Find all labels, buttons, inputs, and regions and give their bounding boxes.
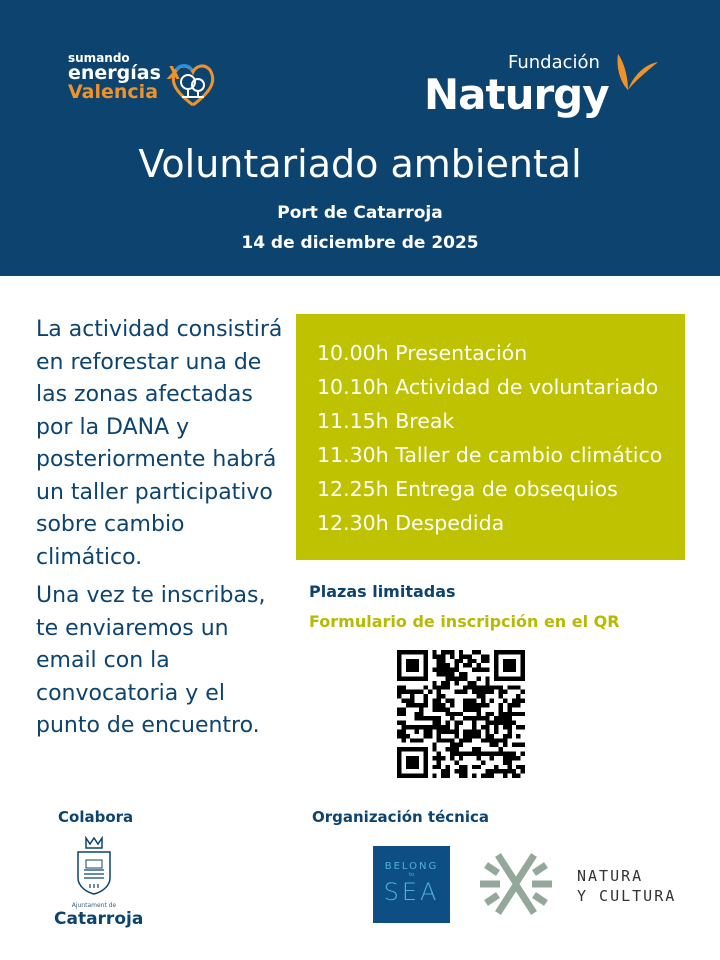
logo-text: sumando — [68, 51, 130, 65]
activity-description — [36, 314, 286, 743]
logo-text: Valencia — [68, 81, 159, 103]
logo-text: BELONG — [384, 861, 439, 872]
natura-y-cultura-icon — [476, 845, 556, 923]
logo-text: to — [408, 872, 415, 878]
sumando-energias-logo — [68, 52, 181, 102]
event-date: 14 de diciembre de 2025 — [241, 233, 479, 253]
logo-text: Naturgy — [424, 70, 609, 119]
description-paragraph: La actividad consistirá en reforestar una de las zonas afectadas por la DANA y posteriormente habrá un taller participativo sobre cambio climático. — [36, 317, 283, 570]
organizacion-label: Organización técnica — [312, 808, 489, 826]
page-title: Voluntariado ambiental — [138, 142, 582, 186]
agenda-box — [296, 314, 685, 560]
logo-text: Ajuntament de — [71, 902, 117, 909]
agenda-label: Actividad de voluntariado — [395, 375, 659, 399]
agenda-item — [317, 506, 685, 540]
butterfly-icon — [612, 52, 662, 97]
agenda-item — [317, 438, 685, 472]
agenda-time: 10.00h — [317, 341, 389, 365]
belong-to-sea-logo — [373, 846, 450, 923]
logo-text: X — [167, 63, 182, 84]
natura-y-cultura-logo — [577, 866, 676, 906]
description-paragraph: Una vez te inscribas, te enviaremos un email con la convocatoria y el punto de encuentro. — [36, 583, 266, 738]
logo-text: Y CULTURA — [577, 887, 677, 905]
agenda-item — [317, 404, 685, 438]
event-location: Port de Catarroja — [277, 203, 443, 223]
agenda-time: 12.30h — [317, 511, 389, 535]
logo-text: energías — [68, 62, 161, 84]
logo-text: SEA — [383, 878, 440, 906]
logo-text: Catarroja — [54, 909, 144, 929]
agenda-label: Entrega de obsequios — [395, 477, 618, 501]
agenda-time: 11.15h — [317, 409, 389, 433]
agenda-item — [317, 370, 685, 404]
coat-of-arms-icon — [74, 836, 114, 896]
catarroja-logo — [54, 836, 144, 929]
logo-text: Fundación — [508, 52, 600, 73]
agenda-label: Presentación — [395, 341, 528, 365]
logo-text: NATURA — [577, 867, 644, 885]
heart-tree-icon — [168, 60, 218, 110]
agenda-label: Taller de cambio climático — [395, 443, 663, 467]
agenda-item — [317, 472, 685, 506]
agenda-time: 12.25h — [317, 477, 389, 501]
header-banner — [0, 0, 720, 276]
agenda-time: 10.10h — [317, 375, 389, 399]
form-instruction: Formulario de inscripción en el QR — [309, 612, 620, 631]
agenda-item — [317, 336, 685, 370]
agenda-label: Break — [395, 409, 455, 433]
agenda-label: Despedida — [395, 511, 505, 535]
colabora-label: Colabora — [58, 808, 134, 826]
agenda-time: 11.30h — [317, 443, 389, 467]
qr-code[interactable] — [397, 650, 525, 778]
plazas-limitadas: Plazas limitadas — [309, 582, 456, 601]
